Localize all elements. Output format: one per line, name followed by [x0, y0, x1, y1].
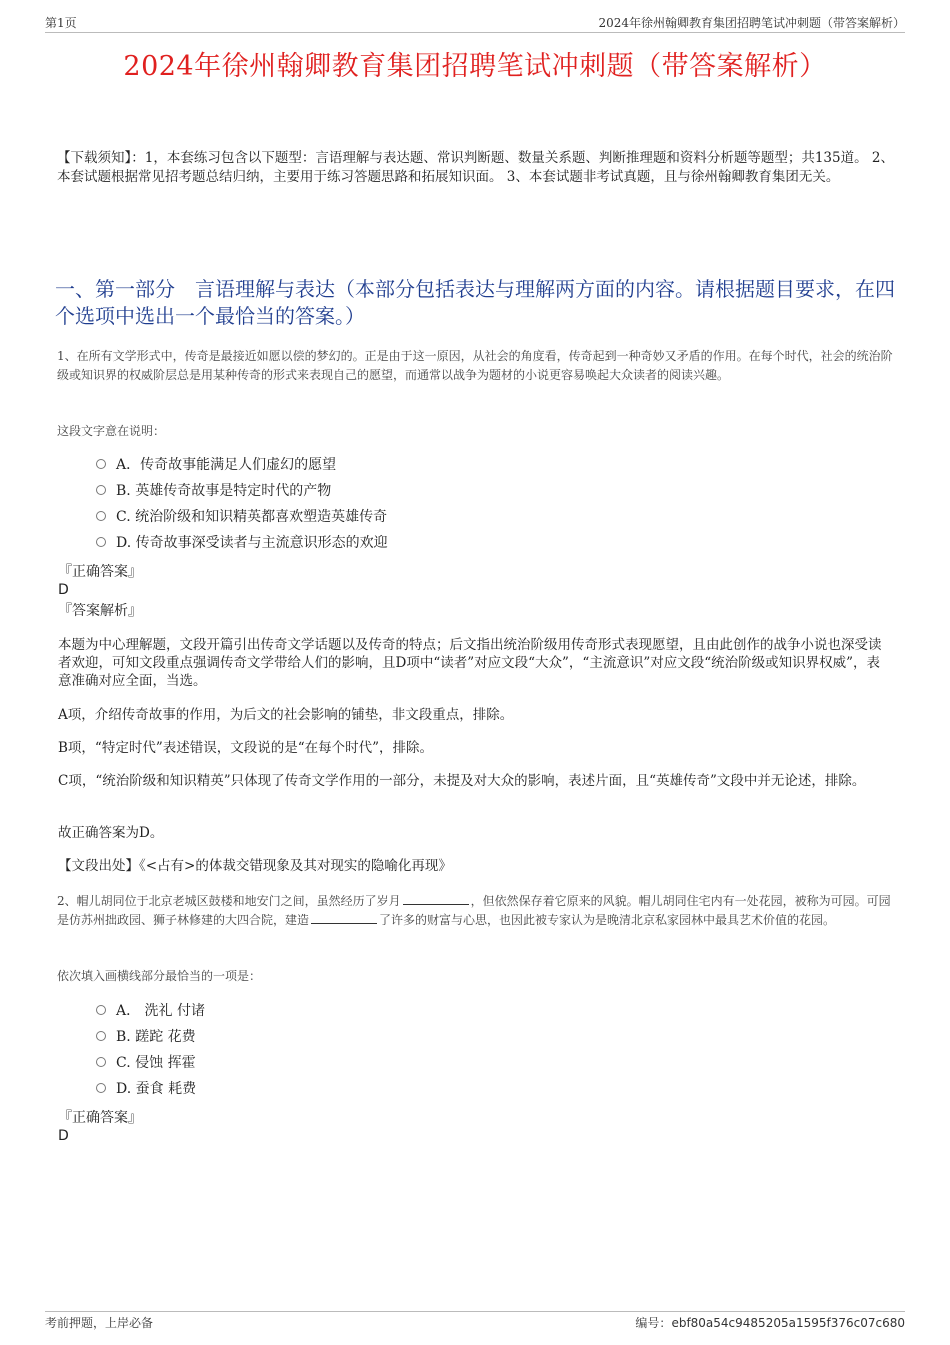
radio-icon[interactable]	[96, 537, 106, 547]
q1-option-c-text: C. 统治阶级和知识精英都喜欢塑造英雄传奇	[116, 509, 388, 525]
q2-stem-part-3: 了许多的财富与心思，也因此被专家认为是晚清北京私家园林中最具艺术价值的花园。	[379, 913, 836, 927]
radio-icon[interactable]	[96, 459, 106, 469]
q2-stem-part-1: 2、帽儿胡同位于北京老城区鼓楼和地安门之间，虽然经历了岁月	[57, 894, 401, 908]
q2-prompt: 依次填入画横线部分最恰当的一项是：	[57, 969, 262, 983]
footer-code	[635, 1314, 905, 1331]
q2-option-a-text: A． 洗礼 付诸	[116, 1003, 206, 1019]
q2-option-c-text: C. 侵蚀 挥霍	[116, 1055, 196, 1071]
q1-stem: 1、在所有文学形式中，传奇是最接近如愿以偿的梦幻的。正是由于这一原因，从社会的角度看，传奇起到一种奇妙又矛盾的作用。在每个时代，社会的统治阶级或知识界的权威阶层总是用某种传奇的形式来表现自己的愿望，而通常以战争为题材的小说更容易唤起大众读者的阅读兴趣。	[57, 349, 893, 382]
footer-divider	[45, 1311, 905, 1312]
q2-stem-part-2: ，但依然保存着它原来的风貌。帽儿胡同住宅内有一处花园，被称为可园。可园是仿苏州拙政园、狮子林修建的大四合院，建造	[57, 894, 891, 927]
section-heading: 一、第一部分 言语理解与表达（本部分包括表达与理解两方面的内容。请根据题目要求，在四个选项中选出一个最恰当的答案。）	[55, 277, 895, 328]
fill-blank	[403, 892, 469, 905]
q1-option-a[interactable]	[96, 455, 336, 475]
q2-option-c[interactable]	[96, 1053, 196, 1073]
q1-option-b-text: B. 英雄传奇故事是特定时代的产物	[116, 483, 332, 499]
radio-icon[interactable]	[96, 1083, 106, 1093]
q2-option-b-text: B. 蹉跎 花费	[116, 1029, 196, 1045]
download-notice: 【下载须知】：1，本套练习包含以下题型：言语理解与表达题、常识判断题、数量关系题、判断推理题和资料分析题等题型；共135道。 2、本套试题根据常见招考题总结归纳，主要用于练习答题思路和拓展知识面。 3、本套试题非考试真题，且与徐州翰卿教育集团无关。	[57, 150, 894, 185]
q1-analysis-label: 『答案解析』	[58, 603, 142, 619]
q1-analysis-main: 本题为中心理解题，文段开篇引出传奇文学话题以及传奇的特点；后文指出统治阶级用传奇形式表现愿望，且由此创作的战争小说也深受读者欢迎，可知文段重点强调传奇文学带给人们的影响，且D项中“读者”对应文段“大众”，“主流意识”对应文段“统治阶级或知识界权威”，表意准确对应全面，当选。	[58, 637, 882, 689]
q1-option-c[interactable]	[96, 507, 387, 527]
radio-icon[interactable]	[96, 485, 106, 495]
q1-analysis-conclusion: 故正确答案为D。	[58, 825, 164, 841]
page-number: 第1页	[45, 16, 77, 30]
fill-blank	[311, 911, 377, 924]
header-doc-title: 2024年徐州翰卿教育集团招聘笔试冲刺题（带答案解析）	[598, 16, 905, 30]
q1-prompt: 这段文字意在说明：	[57, 424, 166, 438]
q1-answer: D	[58, 582, 69, 598]
page-header	[45, 14, 905, 33]
q1-analysis-a: A项，介绍传奇故事的作用，为后文的社会影响的铺垫，非文段重点，排除。	[58, 707, 514, 723]
q1-analysis-b: B项，“特定时代”表述错误，文段说的是“在每个时代”，排除。	[58, 740, 434, 756]
footer-code-label: 编号：	[635, 1316, 672, 1330]
q1-option-b[interactable]	[96, 481, 331, 501]
radio-icon[interactable]	[96, 1057, 106, 1067]
q1-answer-label: 『正确答案』	[58, 564, 142, 580]
q2-option-d[interactable]	[96, 1079, 196, 1099]
radio-icon[interactable]	[96, 511, 106, 521]
q1-analysis-c: C项，“统治阶级和知识精英”只体现了传奇文学作用的一部分，未提及对大众的影响，表述片面，且“英雄传奇”文段中并无论述，排除。	[58, 773, 866, 789]
q2-answer-label: 『正确答案』	[58, 1110, 142, 1126]
q2-stem	[57, 892, 895, 930]
radio-icon[interactable]	[96, 1005, 106, 1015]
document-title: 2024年徐州翰卿教育集团招聘笔试冲刺题（带答案解析）	[123, 51, 827, 82]
footer-slogan: 考前押题，上岸必备	[45, 1316, 154, 1330]
q1-source: 【文段出处】《<占有>的体裁交错现象及其对现实的隐喻化再现》	[58, 858, 452, 874]
q2-option-a[interactable]	[96, 1001, 205, 1021]
q2-answer: D	[58, 1128, 69, 1144]
footer-code-value: ebf80a54c9485205a1595f376c07c680	[671, 1316, 905, 1330]
q2-option-b[interactable]	[96, 1027, 196, 1047]
radio-icon[interactable]	[96, 1031, 106, 1041]
q2-option-d-text: D. 蚕食 耗费	[116, 1081, 197, 1097]
q1-option-d-text: D. 传奇故事深受读者与主流意识形态的欢迎	[116, 535, 388, 551]
q1-option-a-text: A．传奇故事能满足人们虚幻的愿望	[116, 457, 337, 473]
q1-option-d[interactable]	[96, 533, 388, 553]
